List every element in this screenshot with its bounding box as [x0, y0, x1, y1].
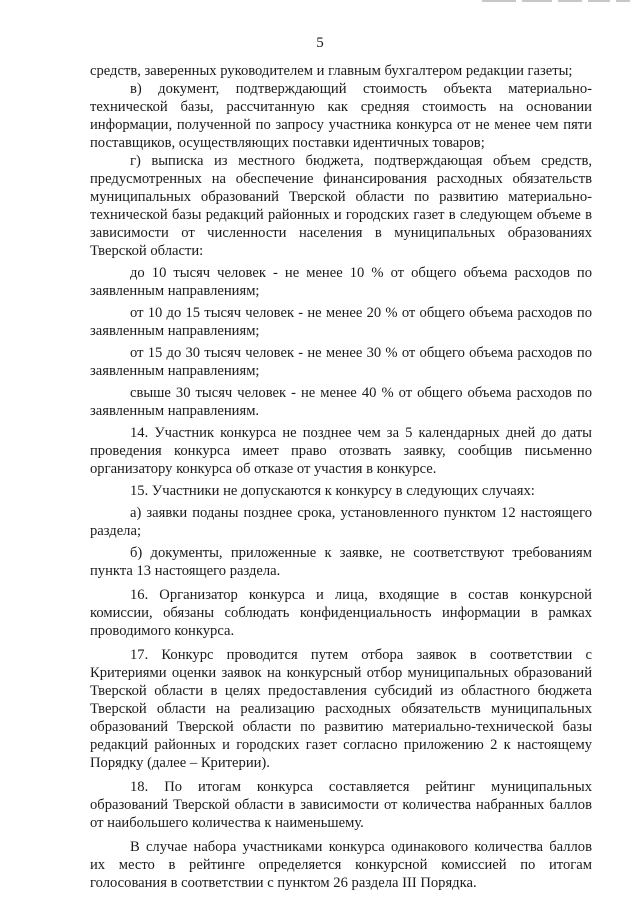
paragraph-item-v: в) документ, подтверждающий стоимость объекта материально-технической базы, рассчитанную как средняя стоимость на основании информации, полученной по запросу участника конкурса от не менее чем пяти поставщиков, осуществляющих поставки идентичных товаров;	[90, 81, 592, 151]
paragraph-tier-15-30k: от 15 до 30 тысяч человек - не менее 30 % от общего объема расходов по заявленным направлениям;	[90, 345, 592, 379]
paragraph-18: 18. По итогам конкурса составляется рейтинг муниципальных образований Тверской области в зависимости от количества набранных баллов от наибольшего количества к наименьшему.	[90, 779, 592, 831]
paragraph-17: 17. Конкурс проводится путем отбора заявок в соответствии с Критериями оценки заявок на конкурсный отбор муниципальных образований Тверской области в целях предоставления субсидий из областного бюджета Тверской области на реализацию расходных обязательств муниципальных образований Тверской области по развитию материально-технической базы редакций районных и городских газет согласно приложению 2 к настоящему Порядку (далее – Критерии).	[90, 647, 592, 771]
page-number: 5	[316, 35, 324, 51]
paragraph-tier-over-30k: свыше 30 тысяч человек - не менее 40 % от общего объема расходов по заявленным направлениям.	[90, 385, 592, 419]
document-body	[90, 62, 592, 892]
paragraph-16: 16. Организатор конкурса и лица, входящие в состав конкурсной комиссии, обязаны соблюдать конфиденциальность информации в рамках проводимого конкурса.	[90, 587, 592, 639]
paragraph-item-g: г) выписка из местного бюджета, подтверждающая объем средств, предусмотренных на обеспечение финансирования расходных обязательств муниципальных образований Тверской области по развитию материально-технической базы редакций районных и городских газет в следующем объеме в зависимости от численности населения в муниципальных образованиях Тверской области:	[90, 153, 592, 259]
paragraph-tie-ranking: В случае набора участниками конкурса одинакового количества баллов их место в рейтинге определяется конкурсной комиссией по итогам голосования в соответствии с пунктом 26 раздела III Порядка.	[90, 839, 592, 891]
paragraph-funds-certified: средств, заверенных руководителем и главным бухгалтером редакции газеты;	[90, 63, 573, 79]
paragraph-15-b: б) документы, приложенные к заявке, не соответствуют требованиям пункта 13 настоящего раздела.	[90, 545, 592, 579]
paragraph-tier-10-15k: от 10 до 15 тысяч человек - не менее 20 % от общего объема расходов по заявленным направлениям;	[90, 305, 592, 339]
paragraph-14: 14. Участник конкурса не позднее чем за 5 календарных дней до даты проведения конкурса имеет право отозвать заявку, сообщив письменно организатору конкурса об отказе от участия в конкурсе.	[90, 425, 592, 477]
paragraph-15-a: а) заявки поданы позднее срока, установленного пунктом 12 настоящего раздела;	[90, 505, 592, 539]
paragraph-15: 15. Участники не допускаются к конкурсу в следующих случаях:	[130, 483, 535, 499]
scan-edge-marks	[482, 0, 632, 4]
paragraph-tier-10k: до 10 тысяч человек - не менее 10 % от общего объема расходов по заявленным направлениям;	[90, 265, 592, 299]
